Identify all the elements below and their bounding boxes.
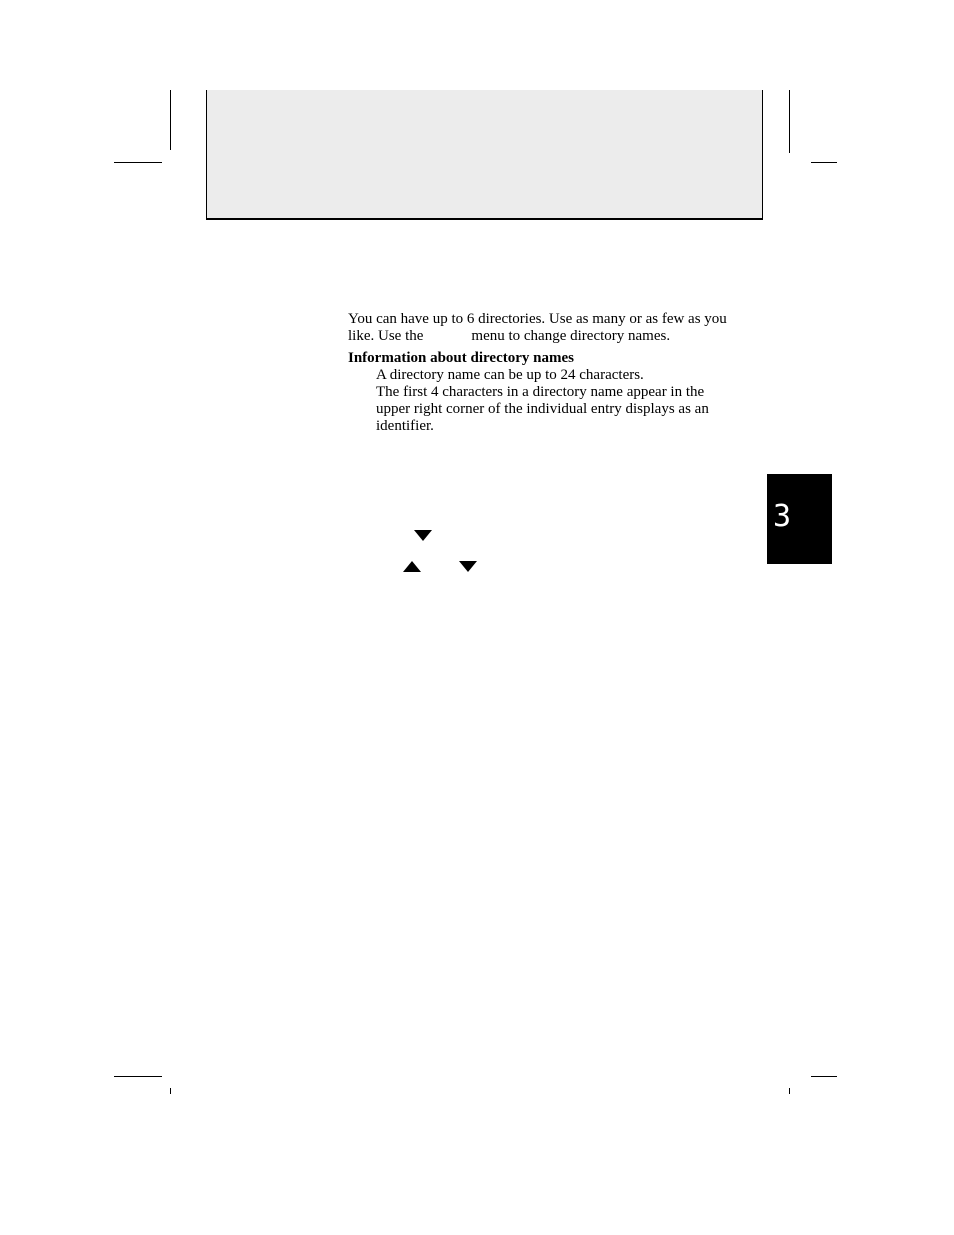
down-triangle-icon (414, 530, 432, 541)
chapter-number: 3 (773, 499, 792, 534)
paragraph-text: menu to change directory names. (471, 328, 671, 344)
info-line: upper right corner of the individual entry displays as an (376, 401, 709, 417)
crop-mark (114, 1076, 162, 1077)
up-triangle-icon (403, 561, 421, 572)
body-paragraph-line (348, 328, 670, 345)
crop-mark (811, 1076, 837, 1077)
crop-mark (789, 1088, 790, 1094)
paragraph-text: like. Use the (348, 328, 424, 344)
chapter-tab (767, 474, 832, 564)
crop-mark (170, 90, 171, 150)
info-line: A directory name can be up to 24 characters. (376, 367, 644, 383)
info-heading: Information about directory names (348, 350, 574, 366)
info-line: The first 4 characters in a directory name appear in the (376, 384, 705, 400)
info-line: identifier. (376, 418, 434, 434)
down-triangle-icon (459, 561, 477, 572)
crop-mark (811, 162, 837, 163)
crop-mark (170, 1088, 171, 1094)
crop-mark (114, 162, 162, 163)
body-paragraph-line: You can have up to 6 directories. Use as many or as few as you (348, 311, 727, 327)
crop-mark (789, 90, 790, 153)
header-box (206, 90, 763, 220)
